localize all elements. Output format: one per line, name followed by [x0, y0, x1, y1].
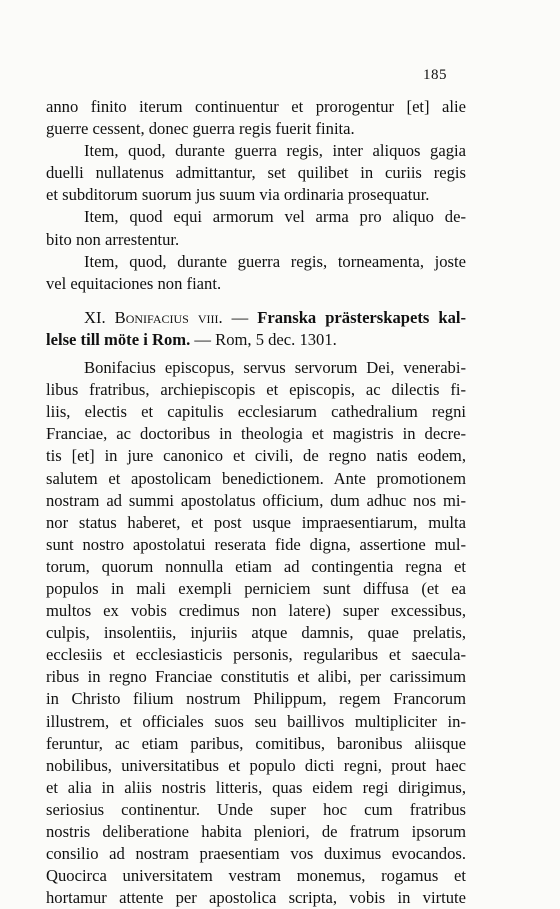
heading-dash-2: —: [190, 329, 216, 349]
text-line: bito non arrestentur.: [46, 229, 180, 249]
document-body: [46, 357, 466, 909]
text-line: Franciae, ac doctoribus in theologia et magistris in decre-: [46, 424, 466, 444]
text-line: Bonifacius episcopus, servus servorum Dei, venerabi-: [84, 358, 466, 378]
text-line: liis, electis et capitulis ecclesiarum cathedralium regni: [46, 402, 466, 422]
text-line: et subditorum suorum jus suum via ordinaria prosequatur.: [46, 185, 430, 205]
text-line: ecclesiis et ecclesiasticis personis, regularibus et saecula-: [46, 645, 466, 665]
text-line: guerre cessent, donec guerra regis fuerit finita.: [46, 119, 355, 139]
text-line: nostris deliberatione habita pleniori, de fratrum ipsorum: [46, 822, 466, 841]
text-line: populos in mali exempli perniciem sunt diffusa (et ea: [46, 578, 466, 598]
document-title-part-1: Franska prästerskapets kal-: [257, 307, 467, 327]
text-line: torum, quorum nonnulla etiam ad contingentia regna et: [46, 556, 466, 576]
previous-document-ending: [46, 96, 466, 295]
document-title-part-2: lelse till möte i Rom.: [46, 329, 191, 349]
heading-dash: —: [222, 307, 258, 327]
text-line: vel equitaciones non fiant.: [46, 273, 222, 293]
text-line: duelli nullatenus admittantur, set quilibet in curiis regis: [46, 163, 466, 183]
text-line: salutem et apostolicam benedictionem. Ante promotionem: [46, 468, 466, 488]
document-author: Bonifacius viii.: [114, 307, 223, 327]
text-line: seriosius continentur. Unde super hoc cum fratribus: [46, 799, 466, 819]
text-line: ribus in regno Franciae constitutis et alibi, per carissimum: [46, 667, 466, 687]
text-line: sunt nostro apostolatui reserata fide digna, assertione mul-: [46, 534, 466, 554]
text-line: Item, quod, durante guerra regis, inter aliquos gagia: [84, 141, 466, 161]
text-line: culpis, insolentiis, injuriis atque damnis, quae prelatis,: [46, 623, 466, 643]
text-line: nobilibus, universitatibus et populo dicti regni, prout haec: [46, 755, 466, 775]
text-line: Quocirca universitatem vestram monemus, rogamus et: [46, 866, 466, 886]
page-number: 185: [423, 67, 447, 83]
text-line: Item, quod, durante guerra regis, torneamenta, joste: [84, 251, 466, 271]
text-line: Item, quod equi armorum vel arma pro aliquo de-: [84, 207, 466, 227]
document-place-date: Rom, 5 dec. 1301.: [215, 329, 337, 349]
text-line: anno finito iterum continuentur et prorogentur [et] alie: [46, 97, 466, 116]
document-heading-line-2: [46, 329, 466, 351]
text-line: in Christo filium nostrum Philippum, regem Francorum: [46, 689, 466, 709]
text-line: hortamur attente per apostolica scripta, vobis in virtute: [46, 888, 466, 908]
section-gap: [46, 295, 466, 307]
text-line: illustrem, et officiales suos seu baillivos multipliciter in-: [46, 711, 466, 731]
text-block: [46, 96, 466, 909]
text-line: nostram ad summi apostolatus officium, dum adhuc nos mi-: [46, 490, 466, 510]
text-line: multos ex vobis credimus non latere) super excessibus,: [46, 601, 466, 621]
text-line: et alia in aliis nostris litteris, quas eidem regi dirigimus,: [46, 777, 466, 797]
document-heading-line-1: [46, 307, 466, 329]
text-line: tis [et] in jure canonico et civili, de regno natis eodem,: [46, 446, 466, 466]
text-line: consilio ad nostram praesentiam vos duximus evocandos.: [46, 844, 466, 864]
text-line: nor status haberet, et post usque impraesentiarum, multa: [46, 512, 466, 532]
text-line: feruntur, ac etiam paribus, comitibus, baronibus aliisque: [46, 733, 466, 753]
document-numeral: XI.: [84, 307, 106, 327]
text-line: libus fratribus, archiepiscopis et episcopis, ac dilectis fi-: [46, 380, 466, 400]
